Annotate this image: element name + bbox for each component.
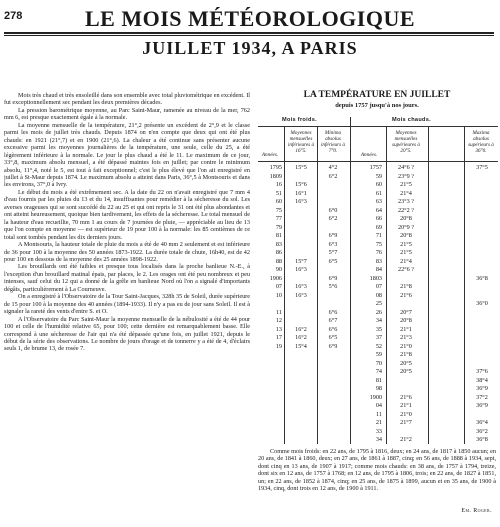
cell-year2: 33 [375,427,382,435]
cell-min-below: 6°6 [328,308,338,316]
cell-year2: 63 [375,198,382,205]
cell-min-below: 6°5 [328,257,338,265]
col-mean-above-header: Moyennes mensuelles supérieures à 20°5. [392,130,420,154]
cell-max-above: 37°2 [476,393,488,401]
cell-min-below: 6°5 [328,334,338,341]
cell-year: 07 [275,283,282,290]
notes-paragraph: Comme mois froids: en 22 ans, de 1795 à 1816, deux; en 24 ans, de 1817 à 1850 aucun; en 20 ans, de 1841 à 1860, deux; en 27 ans, de 1861 à 1887, cinq; en 56 ans, de 1888 à 1934, sept, dont cinq en 13 ans, de 1907 à 1917; comme mois chauds: en 38 ans, de 1757 à 1794, treize, dont six en 12 ans, de 1757 à 1768; en 12 ans, de 1795 à 1806, trois; en 22 ans, de 1827 à 1851, un; en 22 ans, de 1852 à 1874, cinq; en 25 ans, de 1875 à 1899, aucun et en 35 ans, de 1900 à 1934, cinq, dont trois en 12 ans, de 1900 à 1911. [258,448,496,493]
article-body [4,92,250,524]
table-row [258,368,498,376]
cell-year: 13 [275,325,282,333]
table-row [258,215,498,223]
table-row [258,402,498,410]
table-row [258,283,498,291]
cell-year: 79 [275,223,282,231]
cell-min-below: 6°6 [328,325,338,333]
col-max-above-header: Maxima absolus supérieurs à 36°0. [468,130,494,154]
cell-mean-below: 15°6 [295,181,307,188]
cell-mean-above: 21°6 [400,291,412,299]
cell-year: 86 [275,249,282,256]
cell-mean-above: 21°5 [400,181,412,188]
cell-year2: 74 [375,368,382,375]
body-paragraph: Mois très chaud et très ensoleillé dans son ensemble avec total pluviométrique en excédent. Il fut exceptionnellement sec pendant les deux premières décades. [4,92,250,107]
cell-year2: 35 [375,325,382,333]
cell-year2: 71 [375,232,382,239]
body-paragraph: A l'Observatoire du Parc Saint-Maur la moyenne mensuelle de la nébulosité a été de 44 pour 100 et celle de l'humidité relative 65, pour 100; cette dernière est remarquablement basse. Elle correspond à une sécheresse de l'air qui n'a été dépassée qu'une fois, en juillet 1921, depuis le début de la série des observations. Le nombre de jours d'orage et de tonnerre y a été de 4, d'éclairs seuls 1, de brume 13, de rosée 7. [4,315,250,353]
body-paragraph: Les brouillards ont été faibles et presque tous localisés dans la proche banlieue N.-E., à l'exception d'un brouillard matinal épais, par places, le 2. Les orages ont été peu nombreux et peu intenses, sauf celui du 12 qui a donné de la grêle en banlieue Nord où l'on a signalé d'importants dégâts, particulièrement à La Courneuve. [4,263,250,293]
cell-max-above: 38°4 [476,376,488,384]
cell-year2: 60 [375,181,382,188]
cell-mean-above: 23°9 ? [397,172,415,180]
cell-mean-above: 20°8 [400,215,412,222]
table-row [258,258,498,266]
table-row [258,173,498,181]
cell-mean-above: 20°5 [400,368,412,375]
col-year-header: Années. [261,152,279,158]
body-paragraph: A Montsouris, la hauteur totale de pluie du mois a été de 40 mm 2 seulement et est inférieure de 36 pour 100 à la moyenne des 50 années 1873-1922. La durée totale de chute, 16h40, est de 42 pour 100 en dessous de la moyenne des 25 années 1898-1922. [4,241,250,263]
table-row [258,292,498,300]
cell-year2: 98 [375,385,382,392]
cell-year2: 1803 [369,274,382,282]
author-signature: Em. Roger. [461,508,492,514]
cell-max-above: 36°2 [476,427,488,435]
cell-mean-below: 16°3 [295,198,307,205]
cell-mean-below: 16°2 [295,325,307,333]
cell-mean-above: 21°4 [400,189,412,197]
cell-mean-below: 16°1 [295,189,307,197]
group-hot-label: Mois chauds. [392,117,432,123]
cell-mean-above: 21°4 [400,257,412,265]
body-paragraph: La moyenne mensuelle de la température, 21°,2 présente un excédent de 2°,9 et le classe parmi les mois de juillet très chauds. Depuis 1874 on n'en compte que deux qui ont été plus chauds: en 1921 (21°,7) et en 1900 (21°,6). La chaleur a été continue sans présenter aucune excessive parmi les moyennes journalières de la température, une seule, celle du 25, a été légèrement inférieure à la normale. Le jour le plus chaud a été le 11. Le maximum de ce jour, 33°,8, maximum absolu mensuel, a été dépassé maintes fois en juillet; par contre le minimum absolu, 11°,4, noté le 5, est tout à fait exceptionnel; c'est le plus élevé que l'on ait enregistré en juillet à St-Maur depuis 1874. Le maximum absolu a atteint dans Paris, 36°,5 à Montsouris et dans les environs, 37°,0 à Ivry. [4,121,250,189]
table-row [258,326,498,334]
table-header-rule [258,161,498,162]
table-subtitle: depuis 1757 jusqu'à nos jours. [335,102,419,109]
cell-max-above: 36°9 [476,402,488,409]
cell-min-below: 6°9 [328,274,338,282]
table-row [258,249,498,257]
cell-year2: 84 [375,266,382,273]
cell-year2: 59 [375,351,382,358]
cell-mean-above: 21°5 [400,249,412,256]
table-row [258,360,498,368]
cell-year: 16 [275,181,282,188]
cell-year2: 70 [375,359,382,367]
cell-mean-above: 20°8 [400,232,412,239]
table-top-rule [258,126,498,127]
body-paragraph: La pression barométrique moyenne, au Parc Saint-Maur, ramenée au niveau de la mer, 762 mm 6, est presque exactement égale à la normale. [4,106,250,122]
cell-max-above: 36°9 [476,385,488,392]
cell-mean-below: 15°7 [295,257,307,265]
cell-year: 60 [275,198,282,205]
cell-max-above: 37°5 [476,164,488,171]
cell-mean-below: 16°3 [295,283,307,290]
cell-year2: 1900 [369,393,382,401]
cell-year2: 07 [375,283,382,290]
table-row [258,241,498,249]
cell-year2: 04 [375,402,382,409]
cell-year2: 37 [375,334,382,341]
cell-max-above: 37°6 [476,368,488,375]
cell-min-below: 6°2 [328,215,338,222]
cell-mean-above: 20°5 [400,359,412,367]
cell-mean-above: 20°7 [400,308,412,316]
cell-min-below: 6°2 [328,172,338,180]
cell-year2: 08 [375,291,382,299]
table-row [258,190,498,198]
table-row [258,428,498,436]
cell-year2: 59 [375,172,382,180]
cell-mean-below: 16°3 [295,291,307,299]
cell-year: 81 [275,232,282,239]
cell-year: 90 [275,266,282,273]
cell-mean-above: 21°8 [400,351,412,358]
cell-min-below: 6°9 [328,232,338,239]
cell-min-below: 4°2 [328,164,338,171]
table-row [258,411,498,419]
cell-year: 1795 [269,164,282,171]
table-row [258,385,498,393]
cell-mean-above: 23°3 ? [397,198,415,205]
cell-min-below: 6°7 [328,317,338,324]
cell-max-above: 36°4 [476,419,488,426]
table-row [258,164,498,172]
cell-year2: 25 [375,300,382,307]
cell-year2: 1757 [369,164,382,171]
table-row [258,300,498,308]
cell-mean-above: 21°1 [400,402,412,409]
cell-min-below: 5°6 [328,283,338,290]
cell-mean-above: 24°6 ? [397,164,415,171]
cell-year: 10 [275,291,282,299]
cell-mean-below: 15°5 [295,164,307,171]
table-row [258,377,498,385]
cell-mean-above: 20°8 [400,317,412,324]
table-row [258,334,498,342]
table-notes [258,448,496,493]
cell-year: 51 [275,189,282,197]
table-row [258,198,498,206]
cell-min-below: 5°7 [328,249,338,256]
cell-mean-above: 21°6 [400,393,412,401]
cell-max-above: 36°0 [476,300,488,307]
cell-year2: 52 [375,342,382,350]
cell-year: 88 [275,257,282,265]
body-paragraph: On a enregistré à l'Observatoire de la Tour Saint-Jacques, 328h 35 de Soleil, durée supérieure de 15 pour 100 à la moyenne des 40 années (1894-1933). Il n'y a pas eu de jour sans Soleil. Il est à signaler la rareté des vents d'entre S. et O. [4,293,250,316]
cell-year2: 61 [375,189,382,197]
cell-year: 19 [275,342,282,350]
table-row [258,266,498,274]
cell-year: 17 [275,334,282,341]
table-row [258,436,498,444]
cell-mean-above: 22°2 ? [397,206,415,214]
cell-year: 1906 [269,274,282,282]
table-row [258,394,498,402]
cell-year2: 66 [375,215,382,222]
body-paragraph: Le début du mois a été extrêmement sec. A la date du 22 on n'avait enregistré que 7 mm 4 d'eau fournis par les pluies du 13 et du 14, insuffisantes pour remédier à la sécheresse du sol. Les averses orageuses qui se sont succédé du 22 au 25 et qui ont repris le 31 ont été plus abondantes et ont atteint heureusement, quoique bien tardivement, les effets de la sécheresse. Le total mensuel de la hauteur d'eau recueillie, 70 mm 1 au cours de 7 journées de pluie, — appréciable au lieu de 13 que l'on compte en moyenne — est supérieur de 19 pour 100 à la normale: les 85 centièmes de ce total sont tombés pendant les dix derniers jours. [4,188,250,241]
cell-mean-below: 15°4 [295,342,307,350]
cell-year: 83 [275,240,282,248]
cell-year2: 83 [375,257,382,265]
table-row [258,207,498,215]
cell-year2: 64 [375,206,382,214]
running-title: LE MOIS MÉTÉOROLOGIQUE [84,6,416,31]
cell-mean-above: 20°9 ? [397,223,415,231]
table-row [258,351,498,359]
cell-year2: 34 [375,317,382,324]
cell-min-below: 6°0 [328,206,338,214]
table-row [258,343,498,351]
cell-mean-above: 21°2 [400,436,412,443]
cell-mean-above: 22°6 ? [397,266,415,273]
table-row [258,317,498,325]
table-row [258,275,498,283]
cell-year2: 21 [375,419,382,426]
table-row [258,181,498,189]
cell-year: 75 [275,206,282,214]
cell-year2: 34 [375,436,382,443]
cell-min-below: 6°3 [328,240,338,248]
cell-year2: 81 [375,376,382,384]
cell-max-above: 36°8 [476,436,488,443]
cell-year: 1809 [269,172,282,180]
cell-mean-above: 21°1 [400,325,412,333]
cell-max-above: 36°8 [476,274,488,282]
cell-year2: 75 [375,240,382,248]
table-row [258,419,498,427]
table-title: LA TEMPÉRATURE EN JUILLET [303,90,451,100]
cell-year2: 26 [375,308,382,316]
cell-year2: 11 [376,410,382,418]
cell-mean-below: 16°3 [295,266,307,273]
cell-mean-above: 21°0 [400,410,412,418]
cell-mean-above: 21°5 [400,240,412,248]
cell-year2: 76 [375,249,382,256]
table-row [258,309,498,317]
page-number: 278 [4,10,23,22]
cell-mean-above: 21°7 [400,419,412,426]
cell-mean-above: 21°3 [400,334,412,341]
table-row [258,224,498,232]
cell-mean-above: 21°0 [400,342,412,350]
cell-year: 11 [276,308,282,316]
col-mean-below-header: Moyennes mensuelles inférieures à 16°5. [287,130,315,154]
cell-mean-above: 21°8 [400,283,412,290]
header-rule-thin [4,35,494,36]
cell-year: 77 [275,215,282,222]
cell-year: 12 [275,317,282,324]
cell-year2: 69 [375,223,382,231]
header-rule [4,32,494,34]
cell-min-below: 6°9 [328,342,338,350]
group-cold-label: Mois froids. [282,117,317,123]
article-title: JUILLET 1934, A PARIS [142,38,358,58]
cell-mean-below: 16°2 [295,334,307,341]
table-row [258,232,498,240]
col-year2-header: Années. [360,152,378,158]
col-min-below-header: Minima absolus inférieurs à 7°0. [320,130,346,154]
